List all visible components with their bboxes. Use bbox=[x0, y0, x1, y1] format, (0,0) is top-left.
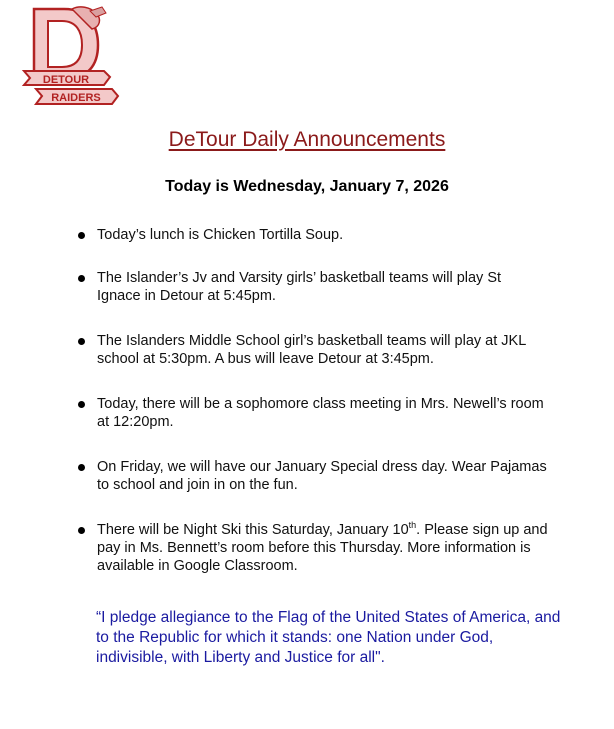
announcement-text: Today, there will be a sophomore class meeting in Mrs. Newell’s room at 12:20pm. bbox=[97, 396, 544, 430]
list-item bbox=[78, 332, 548, 368]
bullet-icon bbox=[78, 401, 85, 408]
logo-line1: DETOUR bbox=[42, 74, 90, 86]
date-heading: Today is Wednesday, January 7, 2026 bbox=[165, 178, 449, 195]
page-title: DeTour Daily Announcements bbox=[168, 128, 446, 151]
bullet-icon bbox=[78, 464, 85, 471]
list-item bbox=[78, 395, 548, 431]
bullet-icon bbox=[78, 232, 85, 239]
list-item bbox=[78, 269, 548, 305]
announcement-text: On Friday, we will have our January Special dress day. Wear Pajamas to school and join in on the fun. bbox=[97, 459, 547, 493]
bullet-icon bbox=[78, 527, 85, 534]
list-item bbox=[78, 226, 548, 244]
announcement-text: The Islanders Middle School girl’s basketball teams will play at JKL school at 5:30pm. A bus will leave Detour at 3:45pm. bbox=[97, 333, 526, 367]
pledge-text: “I pledge allegiance to the Flag of the United States of America, and to the Republic for which it stands: one Nation under God, indivisible, with Liberty and Justice for all". bbox=[96, 609, 561, 666]
announcement-list bbox=[78, 226, 548, 600]
list-item bbox=[78, 458, 548, 494]
bullet-icon bbox=[78, 338, 85, 345]
announcement-text: Today’s lunch is Chicken Tortilla Soup. bbox=[97, 227, 344, 243]
announcement-text: There will be Night Ski this Saturday, January 10th. Please sign up and pay in Ms. Bennett’s room before this Thursday. More information is available in Google Classroom. bbox=[97, 520, 548, 574]
list-item bbox=[78, 521, 548, 575]
announcement-text: The Islander’s Jv and Varsity girls’ basketball teams will play St Ignace in Detour at 5:45pm. bbox=[97, 270, 502, 304]
bullet-icon bbox=[78, 275, 85, 282]
detour-raiders-logo bbox=[20, 5, 120, 113]
logo-line2: RAIDERS bbox=[51, 92, 101, 104]
